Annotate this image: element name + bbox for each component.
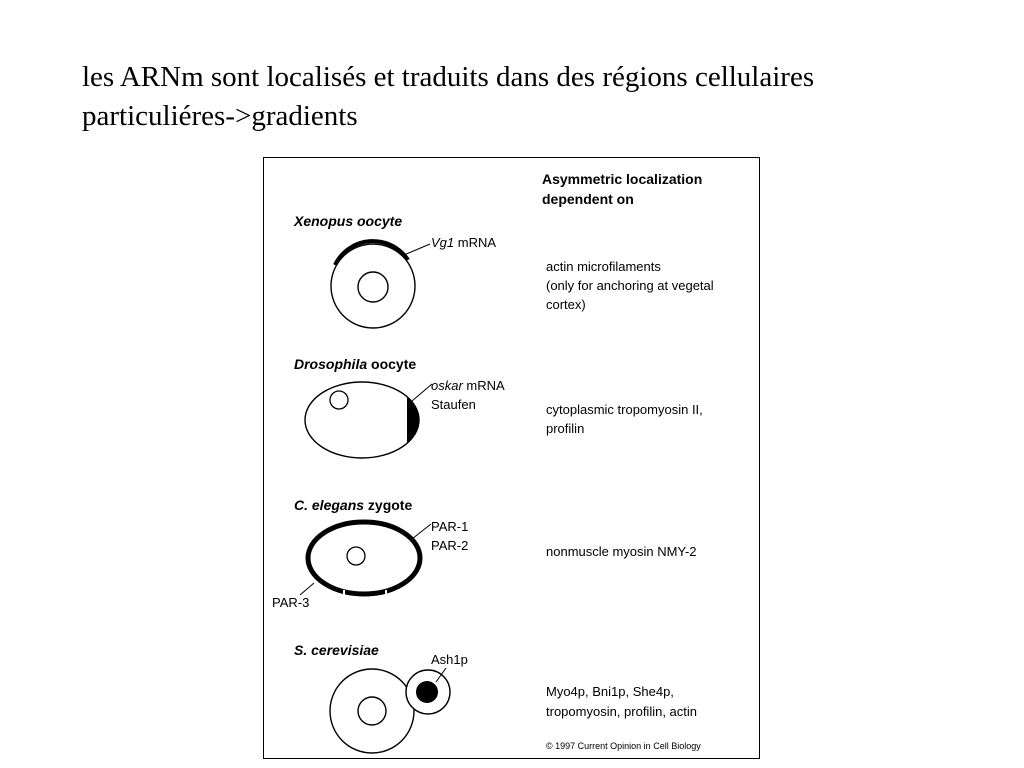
yeast-cell-drawing — [330, 668, 450, 753]
ash1p-label: Ash1p — [431, 652, 468, 667]
header-line-1: Asymmetric localization — [542, 171, 703, 187]
celegans-zygote-drawing — [300, 522, 431, 598]
organism-title-celegans: C. elegans zygote — [294, 497, 413, 513]
scerevisiae-desc-line-1: Myo4p, Bni1p, She4p, — [546, 684, 674, 699]
organism-title-xenopus: Xenopus oocyte — [294, 213, 403, 229]
par2-label: PAR-2 — [431, 538, 469, 553]
drosophila-cell-outline — [305, 382, 419, 458]
drosophila-desc-line-2: profilin — [546, 421, 585, 436]
slide-title — [82, 58, 982, 136]
ash1p-daughter-nucleus — [416, 681, 438, 703]
organism-title-drosophila: Drosophila oocyte — [294, 356, 417, 372]
drosophila-oocyte-drawing — [305, 382, 432, 458]
par-cortex-outline — [308, 522, 420, 594]
yeast-nucleus — [358, 697, 386, 725]
copyright-credit: © 1997 Current Opinion in Cell Biology — [546, 741, 701, 751]
scerevisiae-description — [546, 684, 697, 719]
vg1-mrna-label: Vg1 mRNA — [431, 235, 497, 250]
par1-pointer-line — [412, 524, 431, 539]
oskar-pointer-line — [412, 384, 432, 401]
xenopus-oocyte-drawing — [331, 241, 430, 328]
scerevisiae-desc-line-2: tropomyosin, profilin, actin — [546, 704, 698, 719]
xenopus-cell-outline — [331, 244, 415, 328]
celegans-desc-line-1: nonmuscle myosin NMY-2 — [546, 544, 697, 559]
par3-pointer-line — [300, 583, 314, 595]
xenopus-desc-line-3: cortex) — [546, 297, 586, 312]
drosophila-nucleus — [330, 391, 348, 409]
organism-title-scerevisiae: S. cerevisiae — [294, 642, 379, 658]
figure-diagram — [264, 158, 759, 758]
title-line-1: les ARNm sont localisés et traduits dans des régions cellulaires — [82, 61, 815, 93]
vg1-pointer-line — [404, 244, 430, 255]
title-line-2: particuliéres->gradients — [82, 100, 358, 132]
drosophila-desc-line-1: cytoplasmic tropomyosin II, — [546, 402, 703, 417]
oskar-mrna-label: oskar mRNA — [431, 378, 505, 393]
xenopus-desc-line-2: (only for anchoring at vegetal — [546, 278, 714, 293]
staufen-label: Staufen — [431, 397, 476, 412]
localization-figure — [263, 157, 760, 759]
yeast-mother-cell — [330, 669, 414, 753]
celegans-pronucleus — [347, 547, 365, 565]
par1-label: PAR-1 — [431, 519, 469, 534]
par3-label: PAR-3 — [272, 595, 310, 610]
drosophila-description — [546, 402, 703, 436]
xenopus-desc-line-1: actin microfilaments — [546, 259, 661, 274]
header-line-2: dependent on — [542, 191, 634, 207]
xenopus-description — [546, 259, 714, 312]
xenopus-nucleus — [358, 272, 388, 302]
